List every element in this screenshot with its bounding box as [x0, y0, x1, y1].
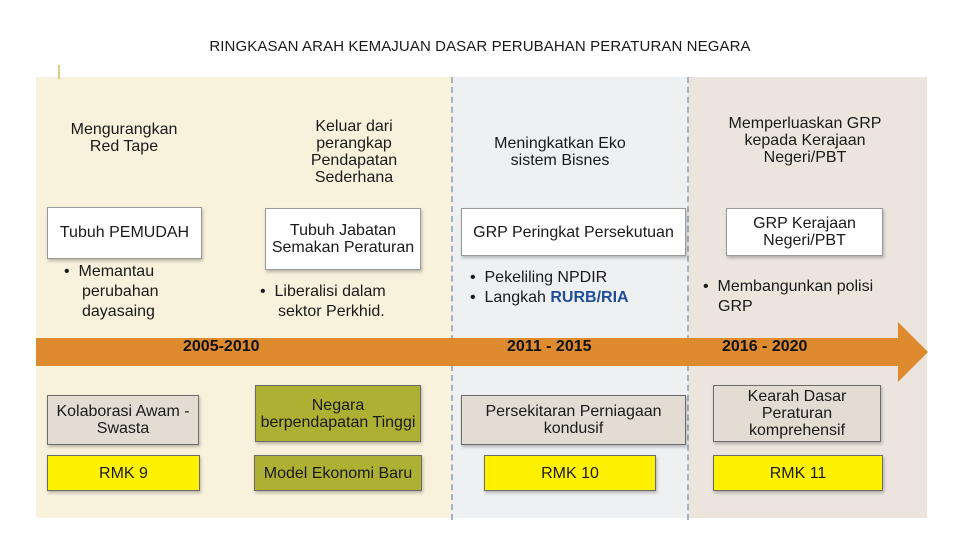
- box-grp-persekutuan: GRP Peringkat Persekutuan: [461, 208, 686, 256]
- box-rmk11: RMK 11: [713, 455, 883, 491]
- bullet-text: Liberalisi dalam: [274, 283, 386, 300]
- heading-red-tape: Mengurangkan Red Tape: [70, 121, 178, 155]
- box-kearah-dasar: Kearah Dasar Peraturan komprehensif: [713, 385, 881, 442]
- divider-2: [687, 77, 689, 520]
- bullets-col2: [260, 282, 430, 322]
- box-model-ekonomi: Model Ekonomi Baru: [254, 455, 422, 491]
- box-negara-berpendapatan: Negara berpendapatan Tinggi: [255, 385, 421, 442]
- bullet-text: sektor Perkhid.: [278, 303, 385, 320]
- bullets-col1: [64, 262, 214, 322]
- bullet-item: • Pekeliling NPDIR: [470, 269, 608, 286]
- accent-mark: [58, 65, 60, 79]
- box-rmk10: RMK 10: [484, 455, 656, 491]
- bullets-col4: [703, 277, 918, 317]
- box-kolaborasi: Kolaborasi Awam -Swasta: [47, 395, 199, 445]
- box-persekitaran: Persekitaran Perniagaan kondusif: [461, 395, 686, 445]
- divider-1: [451, 77, 453, 520]
- diagram-title: RINGKASAN ARAH KEMAJUAN DASAR PERUBAHAN PERATURAN NEGARA: [209, 38, 751, 55]
- heading-eco-system: Meningkatkan Eko sistem Bisnes: [494, 135, 626, 169]
- box-tubuh-pemudah: Tubuh PEMUDAH: [47, 207, 202, 259]
- heading-middle-income-trap: Keluar dari perangkap Pendapatan Sederhana: [310, 118, 398, 186]
- bullet-text: Membangunkan polisi: [717, 278, 874, 295]
- period-2011-2015: 2011 - 2015: [507, 338, 592, 355]
- box-jabatan-semakan: Tubuh Jabatan Semakan Peraturan: [265, 208, 421, 270]
- bullet-text: dayasaing: [82, 303, 155, 320]
- bullet-item: • Langkah RURB/RIA: [470, 289, 629, 306]
- bullet-text: Langkah: [484, 289, 551, 306]
- bullet-text: GRP: [718, 298, 753, 315]
- bullet-item: • Membangunkan polisi: [703, 278, 874, 295]
- bullet-text: perubahan: [82, 283, 159, 300]
- bullet-item: • Memantau: [64, 263, 155, 280]
- bullet-text: Memantau: [78, 263, 155, 280]
- box-rmk9: RMK 9: [47, 455, 200, 491]
- box-grp-negeri: GRP Kerajaan Negeri/PBT: [726, 208, 883, 256]
- bullet-text: Pekeliling NPDIR: [484, 269, 608, 286]
- period-2005-2010: 2005-2010: [183, 338, 260, 355]
- bullet-item: • Liberalisi dalam: [260, 283, 386, 300]
- heading-expand-grp: Memperluaskan GRP kepada Kerajaan Negeri/PBT: [728, 115, 882, 166]
- bullets-col3: [470, 268, 680, 308]
- period-2016-2020: 2016 - 2020: [722, 338, 808, 355]
- bullet-emphasis: RURB/RIA: [550, 289, 629, 306]
